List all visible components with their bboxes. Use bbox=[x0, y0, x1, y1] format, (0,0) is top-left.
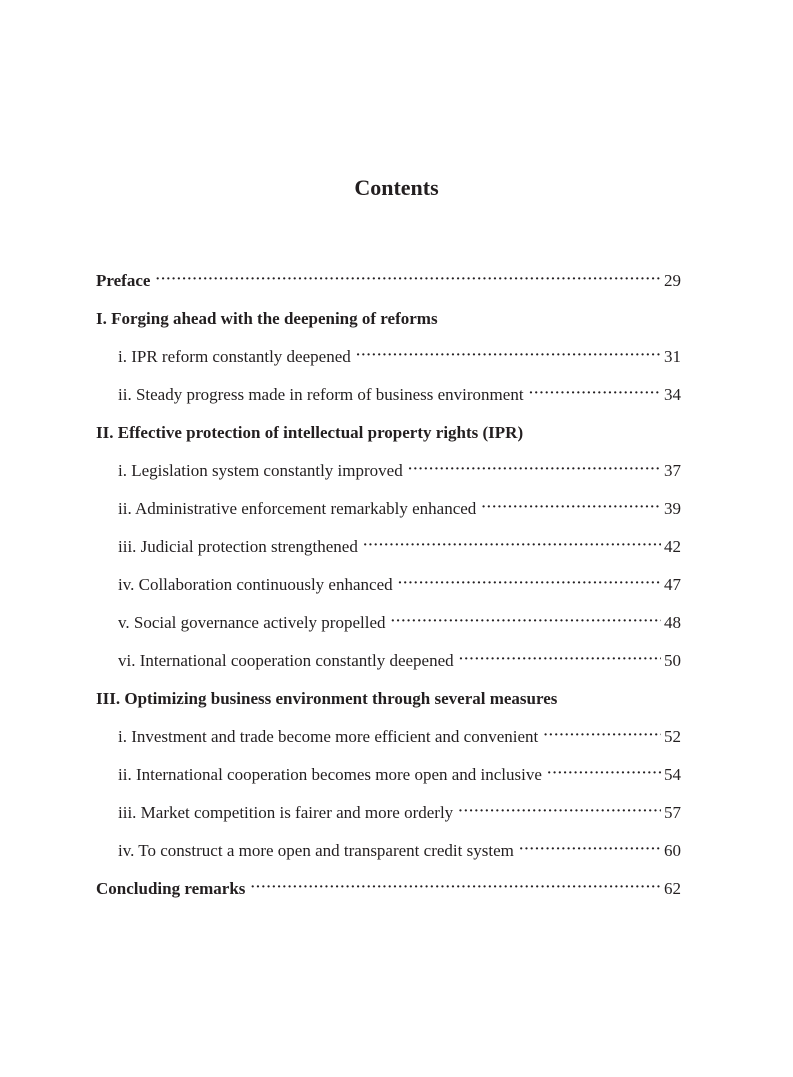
dot-leader bbox=[459, 649, 661, 673]
toc-page-number: 34 bbox=[664, 385, 681, 404]
toc-entry-label: i. Investment and trade become more efficient and convenient bbox=[118, 727, 539, 746]
toc-entry[interactable] bbox=[96, 345, 681, 383]
toc-section-heading[interactable] bbox=[96, 687, 681, 725]
toc-entry[interactable] bbox=[96, 611, 681, 649]
dot-leader bbox=[398, 573, 661, 597]
dot-leader bbox=[250, 877, 661, 901]
dot-leader bbox=[481, 497, 661, 521]
toc-page-number: 39 bbox=[664, 499, 681, 518]
dot-leader bbox=[519, 839, 661, 863]
toc-page-number: 62 bbox=[664, 879, 681, 898]
dot-leader bbox=[363, 535, 661, 559]
toc-section-label: I. Forging ahead with the deepening of reforms bbox=[96, 309, 438, 328]
toc-entry-concluding-remarks[interactable] bbox=[96, 877, 681, 915]
dot-leader bbox=[408, 459, 661, 483]
toc-page-number: 48 bbox=[664, 613, 681, 632]
toc-page-number: 47 bbox=[664, 575, 681, 594]
toc-entry[interactable] bbox=[96, 535, 681, 573]
toc-entry[interactable] bbox=[96, 383, 681, 421]
toc-page-number: 50 bbox=[664, 651, 681, 670]
toc-entry[interactable] bbox=[96, 649, 681, 687]
toc-entry[interactable] bbox=[96, 573, 681, 611]
dot-leader bbox=[547, 763, 661, 787]
toc-section-heading[interactable] bbox=[96, 421, 681, 459]
toc-page-number: 52 bbox=[664, 727, 681, 746]
toc-page-number: 42 bbox=[664, 537, 681, 556]
toc-section-label: III. Optimizing business environment through several measures bbox=[96, 689, 558, 708]
toc-entry[interactable] bbox=[96, 763, 681, 801]
toc-entry-label: iii. Judicial protection strengthened bbox=[118, 537, 358, 556]
toc-entry-label: ii. International cooperation becomes more open and inclusive bbox=[118, 765, 542, 784]
toc-entry[interactable] bbox=[96, 725, 681, 763]
toc-page-number: 54 bbox=[664, 765, 681, 784]
toc-page-number: 57 bbox=[664, 803, 681, 822]
toc-entry-label: i. IPR reform constantly deepened bbox=[118, 347, 351, 366]
toc-entry[interactable] bbox=[96, 801, 681, 839]
toc-page-number: 37 bbox=[664, 461, 681, 480]
dot-leader bbox=[155, 269, 661, 293]
toc-entry-label: i. Legislation system constantly improved bbox=[118, 461, 403, 480]
toc-entry-label: Preface bbox=[96, 271, 151, 290]
toc-entry[interactable] bbox=[96, 839, 681, 877]
toc-entry-label: iii. Market competition is fairer and more orderly bbox=[118, 803, 454, 822]
dot-leader bbox=[543, 725, 661, 749]
toc-entry-label: iv. Collaboration continuously enhanced bbox=[118, 575, 393, 594]
toc-entry-preface[interactable] bbox=[96, 269, 681, 307]
toc-entry[interactable] bbox=[96, 459, 681, 497]
toc-entry-label: ii. Administrative enforcement remarkably enhanced bbox=[118, 499, 477, 518]
toc-entry-label: v. Social governance actively propelled bbox=[118, 613, 386, 632]
page-title: Contents bbox=[354, 175, 439, 200]
toc-entry[interactable] bbox=[96, 497, 681, 535]
toc-section-label: II. Effective protection of intellectual property rights (IPR) bbox=[96, 423, 524, 442]
dot-leader bbox=[390, 611, 661, 635]
toc-entry-label: ii. Steady progress made in reform of business environment bbox=[118, 385, 524, 404]
toc-page-number: 60 bbox=[664, 841, 681, 860]
dot-leader bbox=[356, 345, 661, 369]
table-of-contents bbox=[96, 269, 681, 915]
toc-page-number: 31 bbox=[664, 347, 681, 366]
dot-leader bbox=[458, 801, 661, 825]
toc-page-number: 29 bbox=[664, 271, 681, 290]
toc-entry-label: iv. To construct a more open and transparent credit system bbox=[118, 841, 514, 860]
toc-entry-label: vi. International cooperation constantly deepened bbox=[118, 651, 454, 670]
toc-section-heading[interactable] bbox=[96, 307, 681, 345]
dot-leader bbox=[529, 383, 661, 407]
toc-entry-label: Concluding remarks bbox=[96, 879, 246, 898]
